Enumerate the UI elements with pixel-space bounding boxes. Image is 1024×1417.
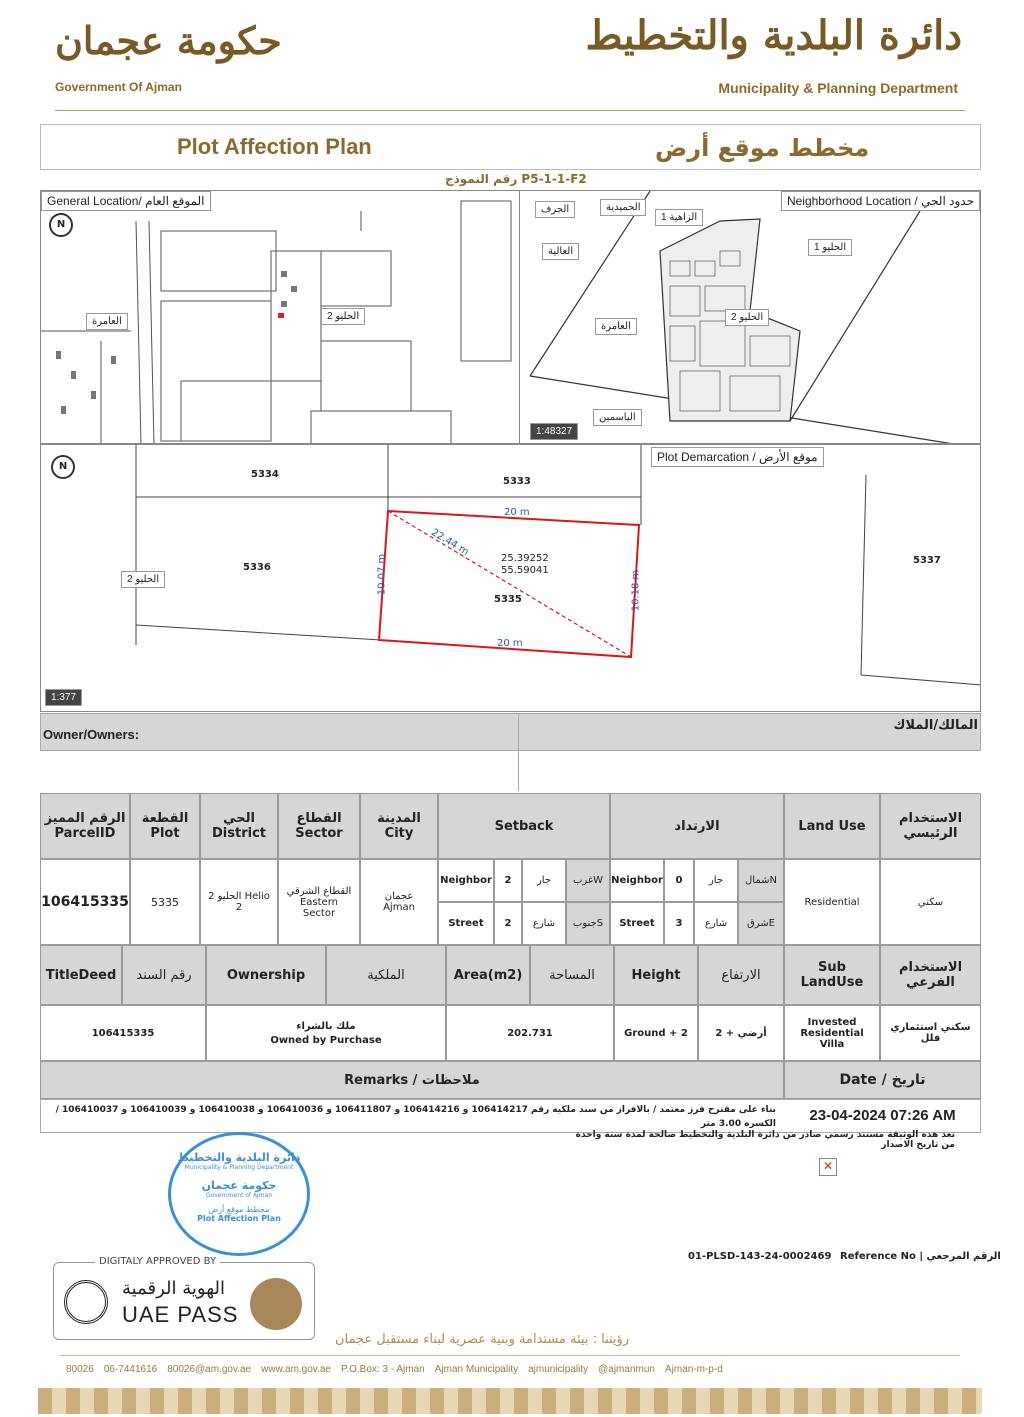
- footer-pattern-band: [38, 1388, 982, 1414]
- setback-s-ar: شارع: [522, 902, 566, 945]
- setback-s-value: 2: [494, 902, 522, 945]
- uaepass-en: UAE PASS: [122, 1302, 239, 1327]
- height-ar-header: الارتفاع: [698, 945, 784, 1005]
- sublanduse-value: Invested Residential Villa: [784, 1005, 880, 1061]
- owner-row: [40, 713, 981, 751]
- titledeed-header: TitleDeed: [40, 945, 122, 1005]
- sector-header: القطاع Sector: [278, 793, 360, 859]
- setback-n-dir: شمالN: [738, 859, 784, 902]
- footer-facebook: Ajman Municipality: [434, 1364, 519, 1375]
- nb-helio2-label: الحليو 2: [725, 309, 769, 326]
- setback-header: Setback: [438, 793, 610, 859]
- sector-value: القطاع الشرقي Eastern Sector: [278, 859, 360, 945]
- nb-aliya-label: العالية: [542, 243, 579, 260]
- uaepass-approved-label: DIGITALY APPROVED BY: [95, 1256, 220, 1267]
- footer-fax: 06-7441616: [103, 1364, 158, 1375]
- stamp-line-5: مخطط موقع أرض: [208, 1205, 270, 1214]
- setback-w-dir: غربW: [566, 859, 610, 902]
- setback-n-ar: جار: [694, 859, 738, 902]
- irtidad-header: الارتداد: [610, 793, 784, 859]
- plot-5334: 5334: [251, 469, 279, 480]
- ownership-header: Ownership: [206, 945, 326, 1005]
- setback-s-type: Street: [438, 902, 494, 945]
- footer-contacts: [66, 1364, 966, 1375]
- plot-5335: 5335: [494, 594, 522, 605]
- setback-e-type: Street: [610, 902, 664, 945]
- owner-divider: [518, 713, 519, 791]
- setback-w-value: 2: [494, 859, 522, 902]
- general-map-amra-label: العامرة: [86, 313, 128, 330]
- remarks-header: Remarks / ملاحظات: [40, 1061, 784, 1099]
- remarks-text: بناء على مقترح فرز معتمد / بالافراز من سند ملكيه رقم 106414217 و 106414216 و 106411807 و 106410036 و 106410038 و 106410039 و 106410037 / الكسره 3.00 متر: [55, 1105, 776, 1129]
- stamp-line-3: حكومة عجمان: [201, 1179, 277, 1192]
- gov-logo-en: Government Of Ajman: [55, 80, 182, 94]
- broken-image-icon: ✕: [819, 1158, 837, 1176]
- general-location-map: [40, 190, 520, 444]
- footer-pobox: P.O.Box: 3 - Ajman: [340, 1364, 425, 1375]
- setback-w-ar: جار: [522, 859, 566, 902]
- area-ar-header: المساحة: [530, 945, 614, 1005]
- setback-e-value: 3: [664, 902, 694, 945]
- setback-e-ar: شارع: [694, 902, 738, 945]
- ownership-en-value: Owned by Purchase: [270, 1035, 382, 1046]
- plot-value: 5335: [130, 859, 200, 945]
- city-value: عجمان Ajman: [360, 859, 438, 945]
- general-location-label: General Location/ الموقع العام: [41, 191, 211, 211]
- neighborhood-location-map: [519, 190, 981, 444]
- plot-demarcation-label: Plot Demarcation / موقع الأرض: [651, 447, 824, 467]
- footer-instagram: ajmunicipality: [528, 1364, 589, 1375]
- district-value: الحليو 2 Helio 2: [200, 859, 278, 945]
- plot-north-arrow-icon: N: [51, 455, 75, 479]
- reference-value: 01-PLSD-143-24-0002469: [688, 1251, 832, 1262]
- stamp-line-6: Plot Affection Plan: [197, 1214, 281, 1223]
- date-value: 23-04-2024 07:26 AM: [809, 1107, 956, 1124]
- district-header: الحي District: [200, 793, 278, 859]
- stamp-line-1: دائرة البلدية والتخطيط: [177, 1151, 301, 1164]
- plot-right-dimension: 10.18 m: [630, 569, 642, 612]
- plot-latitude: 25.39252: [501, 553, 549, 564]
- titledeed-value: 106415335: [40, 1005, 206, 1061]
- plot-longitude: 55.59041: [501, 565, 549, 576]
- gov-logo-ar: حكومة عجمان: [55, 18, 282, 63]
- plot-diagonal-dimension: 22.44 m: [429, 527, 471, 558]
- plot-5336: 5336: [243, 562, 271, 573]
- parcel-header: الرقم المميز ParcelID: [40, 793, 130, 859]
- title-en: Plot Affection Plan: [177, 134, 372, 159]
- uaepass-seal-icon: [250, 1278, 302, 1330]
- scale-2: 1:377: [45, 689, 82, 706]
- parcel-id-value: 106415335: [40, 859, 130, 945]
- sublanduse-header: Sub LandUse: [784, 945, 880, 1005]
- landuse-ar-value: سكني: [880, 859, 981, 945]
- titledeed-ar-header: رقم السند: [122, 945, 206, 1005]
- plot-header: القطعة Plot: [130, 793, 200, 859]
- ownership-cell: [206, 1005, 446, 1061]
- reference-label: Reference No | الرقم المرجعي: [840, 1251, 1001, 1262]
- fingerprint-icon: [64, 1280, 108, 1324]
- plot-district-label: الحليو 2: [121, 571, 165, 588]
- plot-left-dimension: 10.07 m: [376, 553, 388, 596]
- landuse-ar-header: الاستخدام الرئيسي: [880, 793, 981, 859]
- nb-yasmeen-label: الياسمين: [593, 409, 642, 426]
- scale-1: 1:48327: [530, 423, 578, 440]
- validity-note: تعد هذه الوثيقة مستند رسمي صادر من دائرة البلدية والتخطيط صالحة لمدة سنة واحدة من تاريخ الاصدار: [575, 1130, 955, 1150]
- footer-divider: [60, 1355, 960, 1356]
- uaepass-ar: الهوية الرقمية: [122, 1278, 225, 1299]
- north-arrow-icon: N: [49, 213, 73, 237]
- setback-e-dir: شرقE: [738, 902, 784, 945]
- dept-logo-en: Municipality & Planning Department: [718, 80, 958, 96]
- footer-phone: 80026: [66, 1364, 94, 1375]
- stamp-line-4: Government of Ajman: [205, 1192, 273, 1199]
- area-header: Area(m2): [446, 945, 530, 1005]
- general-map-district-label: الحليو 2: [321, 308, 365, 325]
- form-number: رقم النموذج P5-1-1-F2: [445, 172, 587, 186]
- plot-top-dimension: 20 m: [504, 507, 530, 518]
- sublanduse-ar-value: سكني استثماري فلل: [880, 1005, 981, 1061]
- height-en-value: Ground + 2: [614, 1005, 698, 1061]
- nb-jurf-label: الجرف: [535, 201, 575, 218]
- stamp-line-2: Municipality & Planning Department: [184, 1164, 294, 1171]
- ownership-ar-value: ملك بالشراء: [296, 1021, 356, 1032]
- header-divider: [55, 110, 965, 111]
- landuse-value: Residential: [784, 859, 880, 945]
- setback-w-type: Neighbor: [438, 859, 494, 902]
- setback-n-value: 0: [664, 859, 694, 902]
- landuse-header: Land Use: [784, 793, 880, 859]
- owner-label-ar: المالك/الملاك: [893, 718, 978, 733]
- vision-text: رؤيتنا : بيئة مستدامة وبنية عصرية لبناء مستقبل عجمان: [335, 1332, 630, 1347]
- sublanduse-ar-header: الاستخدام الفرعي: [880, 945, 981, 1005]
- plot-demarcation-map: [40, 444, 981, 712]
- date-header: Date / تاريخ: [784, 1061, 981, 1099]
- area-value: 202.731: [446, 1005, 614, 1061]
- title-ar: مخطط موقع أرض: [655, 134, 870, 162]
- nb-zahia-label: الزاهية 1: [655, 209, 703, 226]
- footer-snapchat: Ajman-m-p-d: [664, 1364, 723, 1375]
- dept-logo-ar: دائرة البلدية والتخطيط: [585, 12, 962, 59]
- height-header: Height: [614, 945, 698, 1005]
- footer-email: 80026@am.gov.ae: [167, 1364, 252, 1375]
- remarks-frame: [40, 1099, 981, 1133]
- plot-diagonal: [388, 511, 631, 657]
- height-ar-value: أرضي + 2: [698, 1005, 784, 1061]
- footer-twitter: @ajmanmun: [598, 1364, 655, 1375]
- ownership-ar-header: الملكية: [326, 945, 446, 1005]
- subject-plot-marker: [278, 313, 284, 318]
- footer-web: www.am.gov.ae: [261, 1364, 331, 1375]
- nb-helio1-label: الحليو 1: [808, 239, 852, 256]
- official-stamp: [168, 1132, 310, 1256]
- plot-5333: 5333: [503, 476, 531, 487]
- neighborhood-location-label: Neighborhood Location / حدود الحي: [781, 191, 980, 211]
- plot-bottom-dimension: 20 m: [497, 638, 523, 649]
- owner-label-en: Owner/Owners:: [43, 727, 140, 742]
- plot-5337: 5337: [913, 555, 941, 566]
- city-header: المدينة City: [360, 793, 438, 859]
- setback-n-type: Neighbor: [610, 859, 664, 902]
- nb-amra-label: العامرة: [595, 318, 637, 335]
- setback-s-dir: جنوبS: [566, 902, 610, 945]
- nb-hamidiya-label: الحميدية: [600, 199, 646, 216]
